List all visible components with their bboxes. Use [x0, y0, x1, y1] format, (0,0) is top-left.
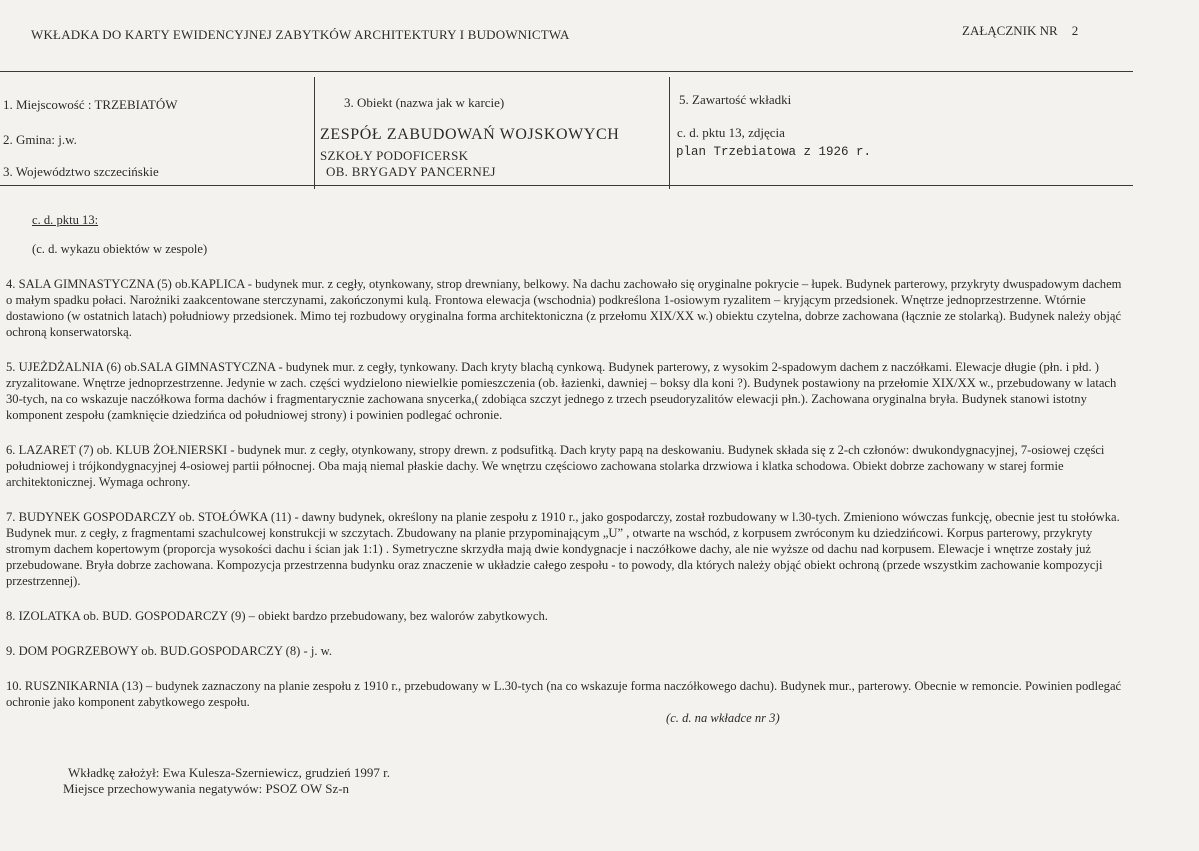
list-item: 5. UJEŻDŻALNIA (6) ob.SALA GIMNASTYCZNA - budynek mur. z cegły, tynkowany. Dach kryty blachą cynkową. Budynek parterowy, z wysokim 2-spadowym dachem z naczółkami. Elewacje długie (płn. i płd. ) zryzalitowane. Wnętrze jednoprzestrzenne. Jedynie w zach. części wydzielono niewielkie pomieszczenia (ob. łazienki, dawniej – boksy dla koni ?). Budynek postawiony na przełomie XIX/XX w., przebudowany w latach 30-tych, na co wskazuje naczółkowa forma dachów i fragmentarycznie zachowana snycerka,( zdobiąca szczyt jednego z trzech pseudoryzalitów elewacji płn.). Zachowana oryginalna bryła. Budynek stanowi istotny komponent zespołu (zamknięcie dziedzińca od południowej strony) i powinien podlegać ochronie. [6, 360, 1117, 422]
continuation-point-prefix: c. d. pktu [32, 213, 83, 227]
object-name-line-1: ZESPÓŁ ZABUDOWAŃ WOJSKOWYCH [320, 126, 620, 143]
continued-note: (c. d. na wkładce nr 3) [666, 711, 780, 725]
list-item: 8. IZOLATKA ob. BUD. GOSPODARCZY (9) – obiekt bardzo przebudowany, bez walorów zabytkowych. [6, 609, 548, 623]
body-text [6, 212, 1126, 726]
continuation-point-number: 13: [82, 213, 99, 227]
object-name-line-2: SZKOŁY PODOFICERSK [320, 148, 469, 163]
document-title: WKŁADKA DO KARTY EWIDENCYJNEJ ZABYTKÓW ARCHITEKTURY I BUDOWNICTWA [31, 27, 570, 42]
table-bottom-rule [0, 185, 1133, 186]
table-divider-1 [314, 77, 315, 189]
list-item: 6. LAZARET (7) ob. KLUB ŻOŁNIERSKI - budynek mur. z cegły, otynkowany, stropy drewn. z podsufitką. Dach kryty papą na deskowaniu. Budynek składa się z 2-ch członów: dwukondygnacyjnej, 7-osiowej części południowej i trójkondygnacyjnej 4-osiowej partii północnej. Oba mają niemal płaskie dachy. We wnętrzu częściowo zachowana stolarka drzwiowa i klatka schodowa. Obiekt dobrze zachowany w starej formie architektonicznej. Wymaga ochrony. [6, 443, 1105, 489]
list-item: 7. BUDYNEK GOSPODARCZY ob. STOŁÓWKA (11) - dawny budynek, określony na planie zespołu z 1910 r., jako gospodarczy, został rozbudowany w l.30-tych. Zmieniono wówczas funkcję, obecnie jest tu stołówka. Budynek mur. z cegły, z fragmentami szachulcowej konstrukcji w szczytach. Zbudowany na planie przypominającym „U” , otwarte na wschód, z korpusem zwróconym ku dziedzińcowi. Korpus parterowy, przykryty stromym dachem kopertowym (proporcja wysokości dachu i ścian jak 1:1) . Symetryczne skrzydła mają dwie kondygnacje i naczółkowe dachy, ale nie wyższe od dachu nad korpusem. Elewacje i wnętrze zostały już przebudowane. Bryła dobrze zachowana. Kompozycja przestrzenna budynku oraz znaczenie w układzie całego zespołu - to powody, dla których należy objąć obiekt ochroną (przede wszystkim zachowanie kompozycji przestrzennej). [6, 510, 1120, 588]
annex-label-text: ZAŁĄCZNIK NR [962, 23, 1058, 38]
contents-line-1: c. d. pktu 13, zdjęcia [677, 125, 785, 140]
footer [63, 765, 390, 797]
contents-line-2: plan Trzebiatowa z 1926 r. [676, 145, 872, 159]
storage-line: Miejsce przechowywania negatywów: PSOZ OW Sz-n [63, 781, 350, 796]
list-item: 4. SALA GIMNASTYCZNA (5) ob.KAPLICA - budynek mur. z cegły, otynkowany, strop drewniany, belkowy. Na dachu zachowało się oryginalne pokrycie – łupek. Budynek parterowy, przykryty dwuspadowym dachem o małym spadku połaci. Narożniki zaakcentowane sterczynami, zakończonymi kulą. Frontowa elewacja (wschodnia) podkreślona 1-osiowym ryzalitem – kryjącym przedsionek. Wnętrze jednoprzestrzenne. Wtórnie dostawiono (w ostatnich latach) południowy przedsionek. Mimo tej rozbudowy oryginalna forma architektoniczna (z przełomu XIX/XX w.) obiektu czytelna, dobrze zachowana (łącznie ze stolarką). Budynek należy objąć ochroną konserwatorską. [6, 277, 1122, 339]
annex-label [962, 23, 1078, 39]
table-top-rule [0, 71, 1133, 72]
table-divider-2 [669, 77, 670, 189]
author-line: Wkładkę założył: Ewa Kulesza-Szerniewicz, grudzień 1997 r. [68, 765, 390, 780]
object-label: 3. Obiekt (nazwa jak w karcie) [344, 95, 505, 110]
commune-field: 2. Gmina: j.w. [3, 132, 77, 147]
list-item: 10. RUSZNIKARNIA (13) – budynek zaznaczony na planie zespołu z 1910 r., przebudowany w L.30-tych (na co wskazuje forma naczółkowego dachu). Budynek mur., parterowy. Obecnie w remoncie. Powinien podlegać ochronie jako komponent zabytkowego zespołu. [6, 679, 1122, 709]
contents-label: 5. Zawartość wkładki [679, 92, 792, 107]
voivodeship-field: 3. Województwo szczecińskie [3, 164, 159, 179]
continuation-point [6, 212, 1126, 228]
object-name-line-3: OB. BRYGADY PANCERNEJ [326, 164, 496, 179]
continuation-list-note: (c. d. wykazu obiektów w zespole) [32, 242, 208, 256]
annex-number: 2 [1071, 23, 1079, 38]
locality-field: 1. Miejscowość : TRZEBIATÓW [3, 97, 178, 112]
list-item: 9. DOM POGRZEBOWY ob. BUD.GOSPODARCZY (8) - j. w. [6, 644, 333, 658]
